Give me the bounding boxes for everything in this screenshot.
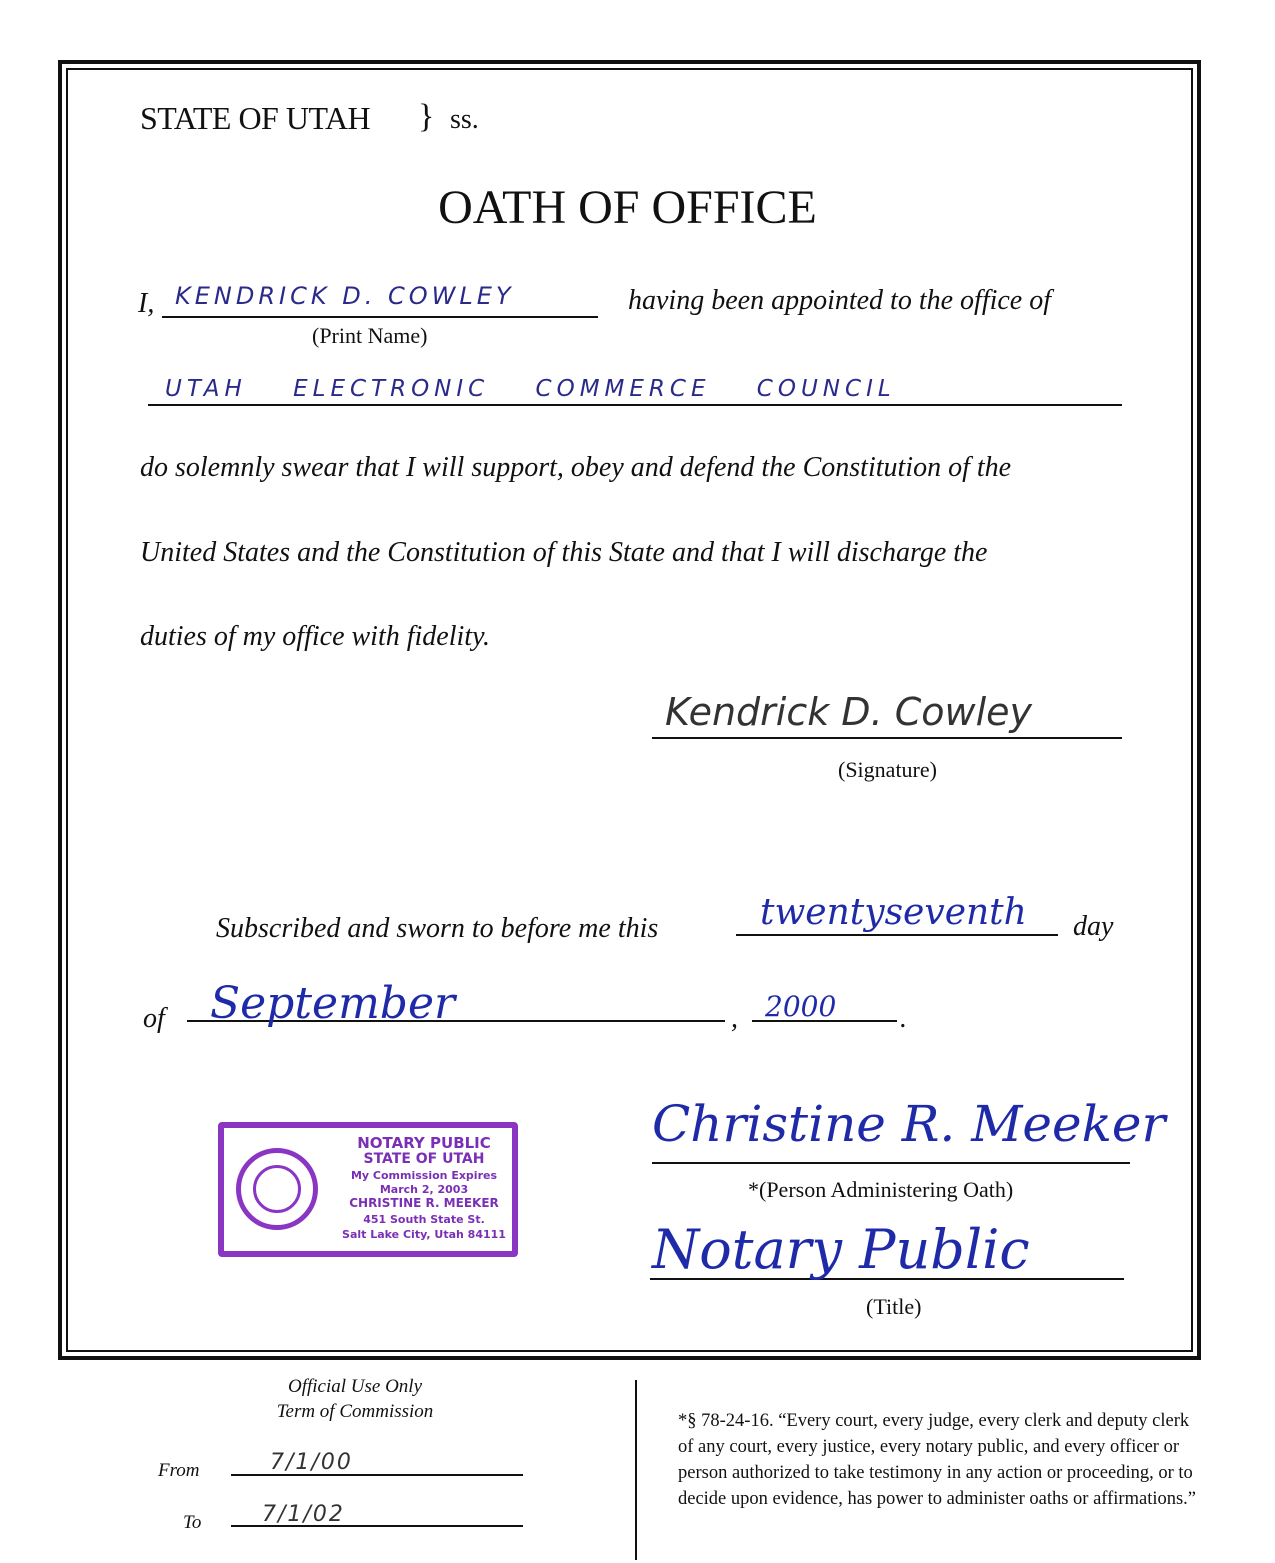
oath-line-1: do solemnly swear that I will support, obey and defend the Constitution of the [140,452,1012,483]
oath-line-2: United States and the Constitution of this State and that I will discharge the [140,537,988,568]
year-period: . [900,1003,907,1034]
stamp-line-1: NOTARY PUBLIC [357,1134,491,1152]
oath-line-3: duties of my office with fidelity. [140,621,490,652]
subscribed-prefix: Subscribed and sworn to before me this [216,913,659,944]
print-name-value[interactable]: KENDRICK D. COWLEY [175,282,515,310]
office-line [148,404,1122,406]
administering-signature[interactable]: Christine R. Meeker [652,1095,1166,1153]
ss-label: ss. [450,104,479,135]
administering-label: *(Person Administering Oath) [748,1177,1014,1202]
state-brace: } [418,98,435,135]
month-comma: , [731,1003,738,1034]
i-prefix: I, [138,288,155,319]
signature-label: (Signature) [838,757,937,782]
day-line [736,934,1058,936]
state-heading: STATE OF UTAH [140,100,371,136]
from-value[interactable]: 7/1/00 [270,1450,353,1475]
stamp-line-4: March 2, 2003 [379,1183,469,1196]
title-value[interactable]: Notary Public [652,1218,1030,1281]
signature-value[interactable]: Kendrick D. Cowley [665,690,1033,734]
to-label: To [183,1512,202,1533]
signature-line [652,737,1122,739]
title-label: (Title) [866,1294,922,1319]
stamp-line-6: 451 South State St. [363,1213,485,1226]
of-prefix: of [143,1003,165,1034]
notary-stamp [218,1122,518,1257]
office-value[interactable]: UTAH ELECTRONIC COMMERCE COUNCIL [165,376,896,402]
stamp-line-2: STATE OF UTAH [363,1151,485,1167]
official-subheading: Term of Commission [276,1401,434,1422]
day-value[interactable]: twentyseventh [760,892,1027,933]
document-title: OATH OF OFFICE [438,181,817,234]
appointed-text: having been appointed to the office of [628,285,1052,316]
from-label: From [158,1460,200,1481]
day-suffix: day [1073,911,1114,942]
statute-footnote: *§ 78-24-16. “Every court, every judge, every clerk and deputy clerk of any court, every justice, every notary public, and every officer or person authorized to take testimony in any action or proceeding, or to decide upon evidence, has power to administer oaths or affirmations.” [678,1411,1197,1509]
year-value[interactable]: 2000 [765,990,837,1023]
administering-line [652,1162,1130,1164]
notary-seal [236,1148,318,1230]
print-name-label: (Print Name) [312,323,428,348]
footer-divider [635,1380,637,1560]
to-value[interactable]: 7/1/02 [262,1502,345,1527]
stamp-line-3: My Commission Expires [350,1169,498,1182]
official-heading: Official Use Only [287,1376,423,1397]
print-name-line [162,316,598,318]
month-value[interactable]: September [210,978,456,1029]
stamp-line-7: Salt Lake City, Utah 84111 [342,1228,506,1241]
stamp-line-5: CHRISTINE R. MEEKER [349,1196,499,1210]
seal-inner-ring [253,1165,301,1213]
